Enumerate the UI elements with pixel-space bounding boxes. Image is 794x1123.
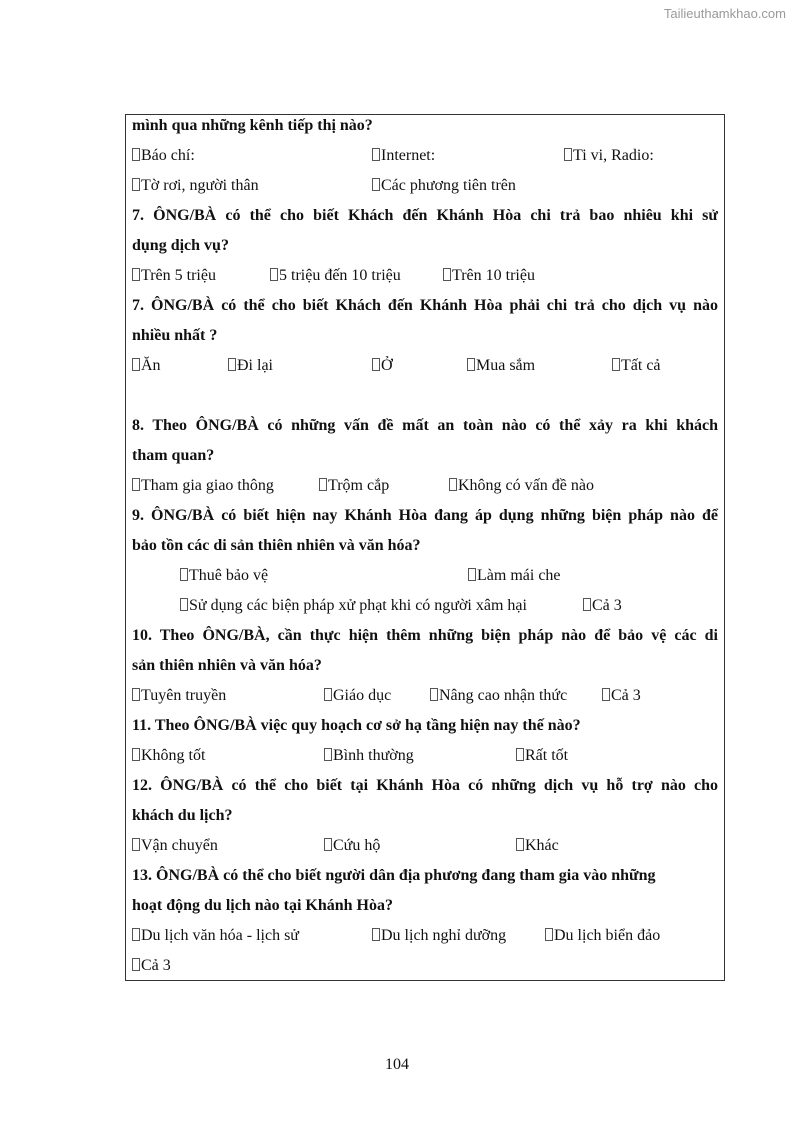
checkbox-icon[interactable]	[516, 748, 524, 761]
answer-option-label: Báo chí:	[141, 147, 195, 164]
question-text: hoạt động du lịch nào tại Khánh Hòa?	[132, 897, 393, 914]
answer-option[interactable]	[132, 926, 299, 946]
answer-option[interactable]	[468, 566, 561, 586]
answer-option-label: Cả 3	[141, 957, 171, 974]
answer-option-label: Bình thường	[333, 747, 414, 764]
answer-option-label: Cả 3	[592, 597, 622, 614]
question-text: tham quan?	[132, 447, 215, 464]
answer-option[interactable]	[132, 266, 216, 286]
checkbox-icon[interactable]	[132, 358, 140, 371]
answer-option-label: Tuyên truyền	[141, 687, 227, 704]
answer-option-label: Cả 3	[611, 687, 641, 704]
checkbox-icon[interactable]	[132, 148, 140, 161]
page-number: 104	[385, 1056, 409, 1073]
checkbox-icon[interactable]	[372, 148, 380, 161]
answer-option-label: Không có vấn đề nào	[458, 477, 594, 494]
answer-option[interactable]	[132, 356, 161, 376]
checkbox-icon[interactable]	[132, 928, 140, 941]
answer-option[interactable]	[516, 746, 568, 766]
checkbox-icon[interactable]	[180, 568, 188, 581]
question-text: 7. ÔNG/BÀ có thể cho biết Khách đến Khánh Hòa chi trả bao nhiêu khi sử	[132, 207, 718, 224]
checkbox-icon[interactable]	[132, 838, 140, 851]
checkbox-icon[interactable]	[132, 178, 140, 191]
checkbox-icon[interactable]	[612, 358, 620, 371]
checkbox-icon[interactable]	[228, 358, 236, 371]
answer-option[interactable]	[583, 596, 622, 616]
checkbox-icon[interactable]	[270, 268, 278, 281]
question-text: mình qua những kênh tiếp thị nào?	[132, 117, 373, 134]
checkbox-icon[interactable]	[132, 268, 140, 281]
answer-option[interactable]	[132, 146, 195, 166]
answer-option[interactable]	[516, 836, 559, 856]
checkbox-icon[interactable]	[132, 688, 140, 701]
checkbox-icon[interactable]	[564, 148, 572, 161]
answer-option[interactable]	[443, 266, 535, 286]
answer-option-label: Du lịch biển đảo	[554, 927, 661, 944]
answer-option[interactable]	[132, 476, 274, 496]
question-text: 11. Theo ÔNG/BÀ việc quy hoạch cơ sở hạ tầng hiện nay thế nào?	[132, 717, 581, 734]
answer-option-label: Trên 10 triệu	[452, 267, 535, 284]
answer-option-label: Đi lại	[237, 357, 273, 374]
answer-option-label: Rất tốt	[525, 747, 569, 764]
checkbox-icon[interactable]	[516, 838, 524, 851]
checkbox-icon[interactable]	[602, 688, 610, 701]
checkbox-icon[interactable]	[468, 568, 476, 581]
question-text: 9. ÔNG/BÀ có biết hiện nay Khánh Hòa đang áp dụng những biện pháp nào để	[132, 507, 718, 524]
answer-option-label: Làm mái che	[477, 567, 561, 584]
answer-option-label: Mua sắm	[476, 357, 536, 374]
watermark-text: Tailieuthamkhao.com	[663, 6, 786, 21]
checkbox-icon[interactable]	[430, 688, 438, 701]
question-text: 12. ÔNG/BÀ có thể cho biết tại Khánh Hòa có những dịch vụ hỗ trợ nào cho	[132, 777, 718, 794]
answer-option[interactable]	[270, 266, 401, 286]
answer-option-label: Sử dụng các biện pháp xử phạt khi có người xâm hại	[189, 597, 527, 614]
answer-option[interactable]	[132, 176, 259, 196]
question-text: 10. Theo ÔNG/BÀ, cần thực hiện thêm những biện pháp nào để bảo vệ các di	[132, 627, 718, 644]
checkbox-icon[interactable]	[132, 478, 140, 491]
answer-option-label: Khác	[525, 837, 559, 854]
answer-option-label: Không tốt	[141, 747, 206, 764]
answer-option[interactable]	[228, 356, 273, 376]
answer-option-label: Cứu hộ	[333, 837, 381, 854]
answer-option[interactable]	[372, 356, 393, 376]
answer-option-label: 5 triệu đến 10 triệu	[279, 267, 401, 284]
checkbox-icon[interactable]	[443, 268, 451, 281]
checkbox-icon[interactable]	[372, 358, 380, 371]
answer-option-label: Internet:	[381, 147, 436, 164]
answer-option-label: Ăn	[141, 357, 161, 374]
answer-option-label: Thuê bảo vệ	[189, 567, 269, 584]
checkbox-icon[interactable]	[372, 178, 380, 191]
answer-option[interactable]	[449, 476, 594, 496]
question-text: sản thiên nhiên và văn hóa?	[132, 657, 322, 674]
answer-option-label: Du lịch nghỉ dưỡng	[381, 927, 507, 944]
answer-option-label: Ở	[381, 357, 393, 374]
question-text: 7. ÔNG/BÀ có thể cho biết Khách đến Khánh Hòa phải chi trả cho dịch vụ nào	[132, 297, 718, 314]
checkbox-icon[interactable]	[467, 358, 475, 371]
checkbox-icon[interactable]	[132, 748, 140, 761]
answer-option[interactable]	[324, 746, 414, 766]
question-text: bảo tồn các di sản thiên nhiên và văn hóa?	[132, 537, 421, 554]
checkbox-icon[interactable]	[132, 958, 140, 971]
answer-option[interactable]	[467, 356, 535, 376]
checkbox-icon[interactable]	[324, 838, 332, 851]
checkbox-icon[interactable]	[180, 598, 188, 611]
answer-option[interactable]	[180, 566, 268, 586]
answer-option[interactable]	[132, 746, 205, 766]
answer-option[interactable]	[602, 686, 641, 706]
answer-option[interactable]	[324, 686, 391, 706]
question-text: nhiều nhất ?	[132, 327, 218, 344]
question-text: khách du lịch?	[132, 807, 233, 824]
answer-option-label: Nâng cao nhận thức	[439, 687, 568, 704]
answer-option[interactable]	[612, 356, 661, 376]
answer-option-label: Tham gia giao thông	[141, 477, 274, 494]
answer-option-label: Tất cả	[621, 357, 661, 374]
answer-option[interactable]	[132, 956, 171, 976]
answer-option[interactable]	[319, 476, 389, 496]
question-text: 8. Theo ÔNG/BÀ có những vấn đề mất an toàn nào có thể xảy ra khi khách	[132, 417, 718, 434]
answer-option-label: Trộm cắp	[328, 477, 390, 494]
checkbox-icon[interactable]	[324, 748, 332, 761]
checkbox-icon[interactable]	[319, 478, 327, 491]
answer-option[interactable]	[564, 146, 654, 166]
answer-option-label: Giáo dục	[333, 687, 392, 704]
answer-option[interactable]	[372, 176, 516, 196]
answer-option[interactable]	[132, 836, 218, 856]
answer-option[interactable]	[180, 596, 527, 616]
answer-option[interactable]	[132, 686, 226, 706]
answer-option-label: Ti vi, Radio:	[573, 147, 654, 164]
answer-option[interactable]	[324, 836, 380, 856]
question-text: dụng dịch vụ?	[132, 237, 229, 254]
answer-option-label: Du lịch văn hóa - lịch sử	[141, 927, 299, 944]
checkbox-icon[interactable]	[372, 928, 380, 941]
answer-option[interactable]	[430, 686, 567, 706]
answer-option-label: Trên 5 triệu	[141, 267, 216, 284]
checkbox-icon[interactable]	[545, 928, 553, 941]
answer-option-label: Các phương tiên trên	[381, 177, 516, 194]
checkbox-icon[interactable]	[583, 598, 591, 611]
question-text: 13. ÔNG/BÀ có thể cho biết người dân địa phương đang tham gia vào những	[132, 867, 656, 884]
answer-option-label: Vận chuyển	[141, 837, 218, 854]
answer-option[interactable]	[372, 926, 506, 946]
answer-option[interactable]	[545, 926, 660, 946]
checkbox-icon[interactable]	[324, 688, 332, 701]
answer-option-label: Tờ rơi, người thân	[141, 177, 259, 194]
answer-option[interactable]	[372, 146, 435, 166]
checkbox-icon[interactable]	[449, 478, 457, 491]
